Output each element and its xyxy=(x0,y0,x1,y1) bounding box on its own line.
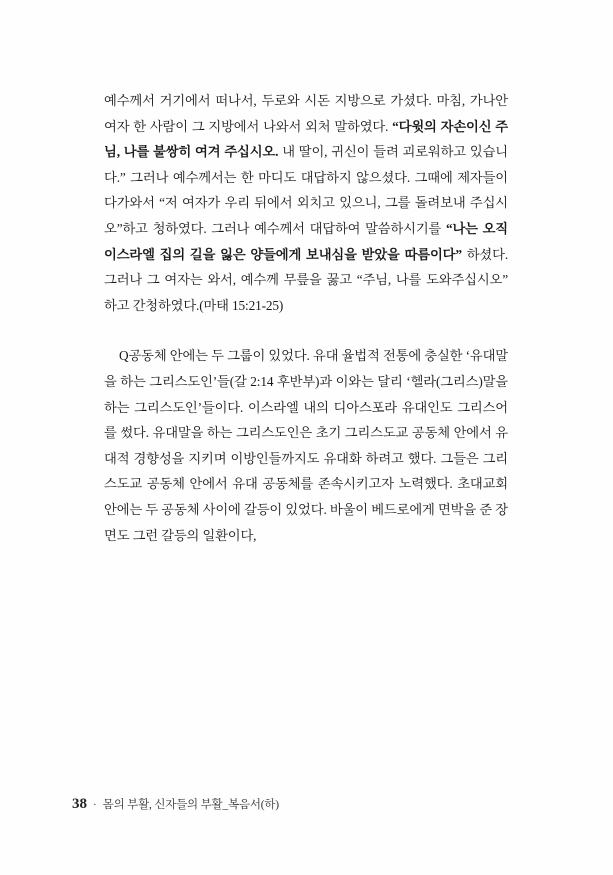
footer-title: 몸의 부활, 신자들의 부활_복음서(하) xyxy=(102,799,279,811)
scripture-segment-5: 하셨다. 그러나 그 여자는 와서, 예수께 무릎을 꿇고 “주님, 나를 도와주십시오” 하고 간청하였다.(마태 15:21-25) xyxy=(104,246,508,313)
page-footer xyxy=(72,796,279,813)
scripture-segment-3: 내 딸이, 귀신이 들려 괴로워하고 있습니다.” 그러나 예수께서는 한 마디도 대답하지 않으셨다. 그때에 제자들이 다가와서 “저 여자가 우리 뒤에서 외치고 있으니, 그를 돌려보내 주십시오”하고 청하였다. 그러나 예수께서 대답하여 말씀하시기를 xyxy=(104,144,508,236)
scripture-segment-1: 예수께서 거기에서 떠나서, 두로와 시돈 지방으로 가셨다. 마침, 가나안 여자 한 사람이 그 지방에서 나와서 외처 말하였다. xyxy=(104,93,508,134)
paragraph-commentary: Q공동체 안에는 두 그룹이 있었다. 유대 율법적 전통에 충실한 ‘유대말을 하는 그리스도인’들(갈 2:14 후반부)과 이와는 달리 ‘헬라(그리스)말을 하는 그리스도인’들이다. 이스라엘 내의 디아스포라 유대인도 그리스어를 썼다. 유대말을 하는 그리스도인은 초기 그리스도교 공동체 안에서 유대적 경향성을 지키며 이방인들까지도 유대화 하려고 했다. 그들은 그리스도교 공동체 안에서 유대 공동체를 존속시키고자 노력했다. 초대교회 안에는 두 공동체 사이에 갈등이 있었다. 바울이 베드로에게 면박을 준 장면도 그런 갈등의 일환이다, xyxy=(104,348,508,543)
paragraph-scripture-quote xyxy=(104,88,508,318)
scripture-segment-2-bold: “다윗의 자손이신 주님, 나를 불쌍히 여겨 주십시오. xyxy=(104,118,509,160)
scripture-segment-4-bold: “나는 오직 이스라엘 집의 길을 잃은 양들에게 보내심을 받았을 따름이다” xyxy=(104,220,508,262)
footer-separator: · xyxy=(93,799,97,811)
page-content xyxy=(104,88,508,574)
page-number: 38 xyxy=(72,796,87,812)
